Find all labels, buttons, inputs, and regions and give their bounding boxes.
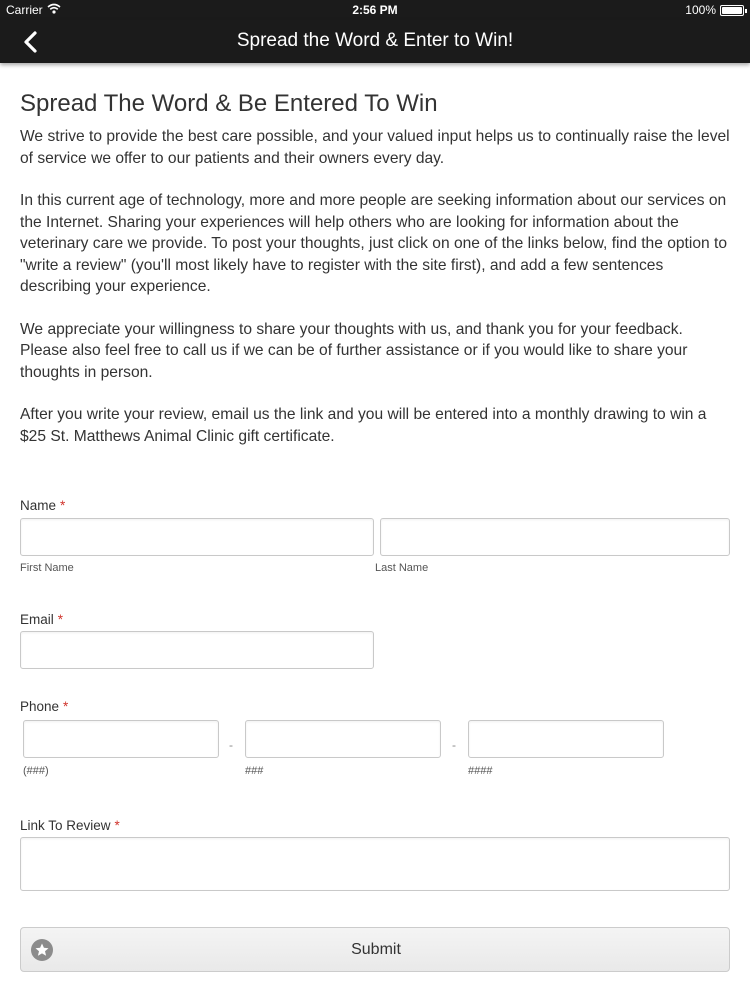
intro-paragraph: We appreciate your willingness to share your thoughts with us, and thank you for your feedback. Please also feel free to call us if we can be of further assistance or if you would like to share your thoughts in person. bbox=[20, 320, 688, 381]
phone-prefix-input[interactable] bbox=[245, 720, 441, 758]
phone-separator: - bbox=[452, 738, 456, 752]
first-name-sublabel: First Name bbox=[20, 562, 74, 574]
battery-icon bbox=[720, 5, 744, 16]
email-label bbox=[20, 612, 63, 627]
intro-paragraph: After you write your review, email us the link and you will be entered into a monthly drawing to win a $25 St. Matthews Animal Clinic gift certificate. bbox=[20, 406, 707, 445]
required-marker: * bbox=[114, 818, 120, 833]
name-label-text: Name bbox=[20, 498, 57, 513]
required-marker: * bbox=[57, 612, 64, 627]
phone-label-text: Phone bbox=[20, 699, 60, 714]
required-marker: * bbox=[63, 699, 69, 714]
clock: 2:56 PM bbox=[352, 3, 398, 17]
required-marker: * bbox=[60, 498, 66, 513]
email-input[interactable] bbox=[20, 631, 374, 669]
phone-line-sublabel: #### bbox=[468, 765, 493, 777]
name-label bbox=[20, 498, 65, 513]
status-bar bbox=[0, 0, 750, 20]
phone-separator: - bbox=[229, 738, 233, 752]
submit-label: Submit bbox=[351, 941, 401, 958]
chevron-left-icon bbox=[18, 28, 46, 56]
intro-section bbox=[20, 90, 732, 468]
last-name-sublabel: Last Name bbox=[375, 562, 429, 574]
phone-line-input[interactable] bbox=[468, 720, 664, 758]
phone-area-code-input[interactable] bbox=[23, 720, 219, 758]
page-title: Spread The Word & Be Entered To Win bbox=[20, 90, 438, 117]
nav-bar bbox=[0, 20, 750, 63]
intro-paragraph: In this current age of technology, more and more people are seeking information about our services on the Internet. Sharing your experiences will help others who are looking for information about the veterinary care we provide. To post your thoughts, just click on one of the links below, find the option to "write a review" (you'll most likely have to register with the site first), and add a few sentences describing your experience. bbox=[20, 192, 728, 295]
battery-percent: 100% bbox=[685, 3, 716, 17]
review-link-label bbox=[20, 818, 120, 833]
email-label-text: Email bbox=[20, 612, 54, 627]
submit-button[interactable] bbox=[20, 927, 730, 972]
back-button[interactable] bbox=[18, 28, 46, 56]
last-name-input[interactable] bbox=[380, 518, 730, 556]
review-link-input[interactable] bbox=[20, 837, 730, 891]
nav-title: Spread the Word & Enter to Win! bbox=[236, 30, 514, 51]
carrier-label: Carrier bbox=[6, 3, 43, 17]
intro-paragraph: We strive to provide the best care possible, and your valued input helps us to continually raise the level of service we offer to our patients and their owners every day. bbox=[20, 128, 730, 167]
phone-prefix-sublabel: ### bbox=[245, 765, 264, 777]
first-name-input[interactable] bbox=[20, 518, 374, 556]
review-link-label-text: Link To Review bbox=[20, 818, 111, 833]
phone-label bbox=[20, 699, 68, 714]
phone-area-code-sublabel: (###) bbox=[23, 765, 49, 777]
